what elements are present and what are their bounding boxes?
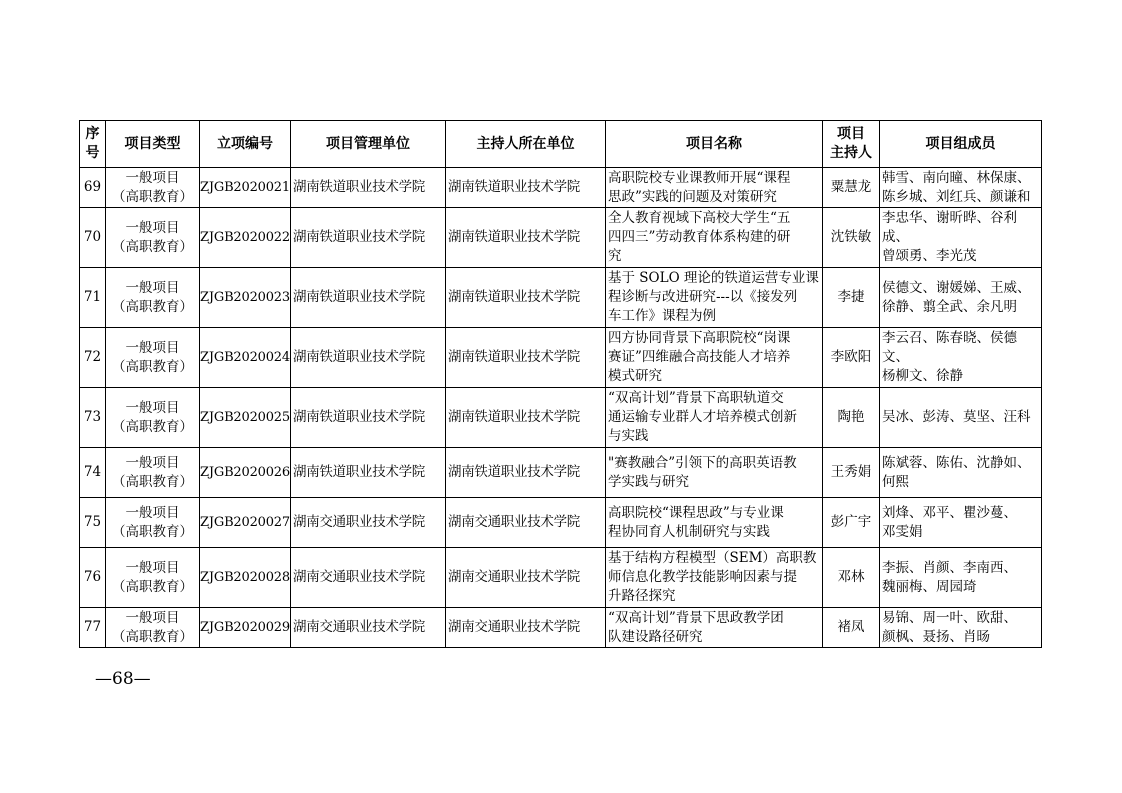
mgmt-cell: 湖南铁道职业技术学院 (291, 268, 446, 328)
members-cell: 刘烽、邓平、瞿沙蔓、 邓雯娟 (880, 498, 1042, 548)
code-cell: ZJGB2020029 (200, 608, 291, 648)
code-cell: ZJGB2020023 (200, 268, 291, 328)
name-cell: 全人教育视域下高校大学生“五 四四三”劳动教育体系构建的研 究 (606, 208, 823, 268)
header-row (80, 121, 1042, 168)
page-number: —68— (95, 669, 151, 689)
table-row (80, 498, 1042, 548)
name-cell: 高职院校“课程思政”与专业课 程协同育人机制研究与实践 (606, 498, 823, 548)
mgmt-cell: 湖南铁道职业技术学院 (291, 168, 446, 208)
host-unit-cell: 湖南铁道职业技术学院 (446, 328, 606, 388)
mgmt-cell: 湖南铁道职业技术学院 (291, 328, 446, 388)
host-cell: 沈铁敏 (823, 208, 880, 268)
host-unit-cell: 湖南铁道职业技术学院 (446, 268, 606, 328)
name-cell: "赛教融合”引领下的高职英语教 学实践与研究 (606, 448, 823, 498)
table-row (80, 448, 1042, 498)
seq-cell: 73 (80, 388, 106, 448)
host-cell: 李欧阳 (823, 328, 880, 388)
table-row (80, 168, 1042, 208)
members-cell: 陈斌蓉、陈佑、沈静如、 何熙 (880, 448, 1042, 498)
seq-cell: 75 (80, 498, 106, 548)
code-cell: ZJGB2020021 (200, 168, 291, 208)
seq-cell: 71 (80, 268, 106, 328)
type-cell: 一般项目 （高职教育） (106, 388, 200, 448)
header-host: 项目 主持人 (823, 121, 880, 168)
members-cell: 李云召、陈春晓、侯德文、 杨柳文、徐静 (880, 328, 1042, 388)
name-cell: 基于结构方程模型（SEM）高职教 师信息化教学技能影响因素与提 升路径探究 (606, 548, 823, 608)
host-unit-cell: 湖南交通职业技术学院 (446, 608, 606, 648)
members-cell: 侯德文、谢媛娣、王威、 徐静、翦全武、余凡明 (880, 268, 1042, 328)
table-row (80, 268, 1042, 328)
header-mgmt: 项目管理单位 (291, 121, 446, 168)
mgmt-cell: 湖南交通职业技术学院 (291, 498, 446, 548)
code-cell: ZJGB2020025 (200, 388, 291, 448)
host-unit-cell: 湖南交通职业技术学院 (446, 548, 606, 608)
name-cell: 四方协同背景下高职院校“岗课 赛证”四维融合高技能人才培养 模式研究 (606, 328, 823, 388)
members-cell: 吴冰、彭涛、莫坚、汪科 (880, 388, 1042, 448)
header-host-unit: 主持人所在单位 (446, 121, 606, 168)
name-cell: “双高计划”背景下思政教学团 队建设路径研究 (606, 608, 823, 648)
header-members: 项目组成员 (880, 121, 1042, 168)
header-type: 项目类型 (106, 121, 200, 168)
code-cell: ZJGB2020024 (200, 328, 291, 388)
mgmt-cell: 湖南铁道职业技术学院 (291, 448, 446, 498)
host-unit-cell: 湖南铁道职业技术学院 (446, 168, 606, 208)
host-cell: 彭广宇 (823, 498, 880, 548)
type-cell: 一般项目 （高职教育） (106, 268, 200, 328)
seq-cell: 69 (80, 168, 106, 208)
members-cell: 李振、肖颜、李南西、 魏丽梅、周园琦 (880, 548, 1042, 608)
host-cell: 王秀娟 (823, 448, 880, 498)
mgmt-cell: 湖南铁道职业技术学院 (291, 388, 446, 448)
header-code: 立项编号 (200, 121, 291, 168)
table-row (80, 328, 1042, 388)
mgmt-cell: 湖南交通职业技术学院 (291, 608, 446, 648)
members-cell: 易锦、周一叶、欧甜、 颜枫、聂扬、肖旸 (880, 608, 1042, 648)
type-cell: 一般项目 （高职教育） (106, 548, 200, 608)
code-cell: ZJGB2020022 (200, 208, 291, 268)
host-cell: 粟慧龙 (823, 168, 880, 208)
name-cell: 基于 SOLO 理论的铁道运营专业课 程诊断与改进研究---以《接发列 车工作》课程为例 (606, 268, 823, 328)
host-unit-cell: 湖南铁道职业技术学院 (446, 208, 606, 268)
host-unit-cell: 湖南铁道职业技术学院 (446, 388, 606, 448)
seq-cell: 74 (80, 448, 106, 498)
type-cell: 一般项目 （高职教育） (106, 328, 200, 388)
host-cell: 陶艳 (823, 388, 880, 448)
seq-cell: 76 (80, 548, 106, 608)
table-row (80, 208, 1042, 268)
code-cell: ZJGB2020028 (200, 548, 291, 608)
seq-cell: 72 (80, 328, 106, 388)
table-row (80, 608, 1042, 648)
seq-cell: 70 (80, 208, 106, 268)
host-cell: 褚凤 (823, 608, 880, 648)
project-table (79, 120, 1042, 648)
code-cell: ZJGB2020026 (200, 448, 291, 498)
host-unit-cell: 湖南铁道职业技术学院 (446, 448, 606, 498)
host-unit-cell: 湖南交通职业技术学院 (446, 498, 606, 548)
seq-cell: 77 (80, 608, 106, 648)
name-cell: “双高计划”背景下高职轨道交 通运输专业群人才培养模式创新 与实践 (606, 388, 823, 448)
members-cell: 韩雪、南向曈、林保康、 陈乡城、刘红兵、颜谦和 (880, 168, 1042, 208)
mgmt-cell: 湖南交通职业技术学院 (291, 548, 446, 608)
header-name: 项目名称 (606, 121, 823, 168)
type-cell: 一般项目 （高职教育） (106, 608, 200, 648)
name-cell: 高职院校专业课教师开展“课程 思政”实践的问题及对策研究 (606, 168, 823, 208)
members-cell: 李忠华、谢昕晔、谷利成、 曾颂勇、李光茂 (880, 208, 1042, 268)
table-row (80, 388, 1042, 448)
code-cell: ZJGB2020027 (200, 498, 291, 548)
type-cell: 一般项目 （高职教育） (106, 168, 200, 208)
host-cell: 李捷 (823, 268, 880, 328)
header-seq: 序 号 (80, 121, 106, 168)
type-cell: 一般项目 （高职教育） (106, 498, 200, 548)
type-cell: 一般项目 （高职教育） (106, 208, 200, 268)
type-cell: 一般项目 （高职教育） (106, 448, 200, 498)
table-row (80, 548, 1042, 608)
mgmt-cell: 湖南铁道职业技术学院 (291, 208, 446, 268)
host-cell: 邓林 (823, 548, 880, 608)
